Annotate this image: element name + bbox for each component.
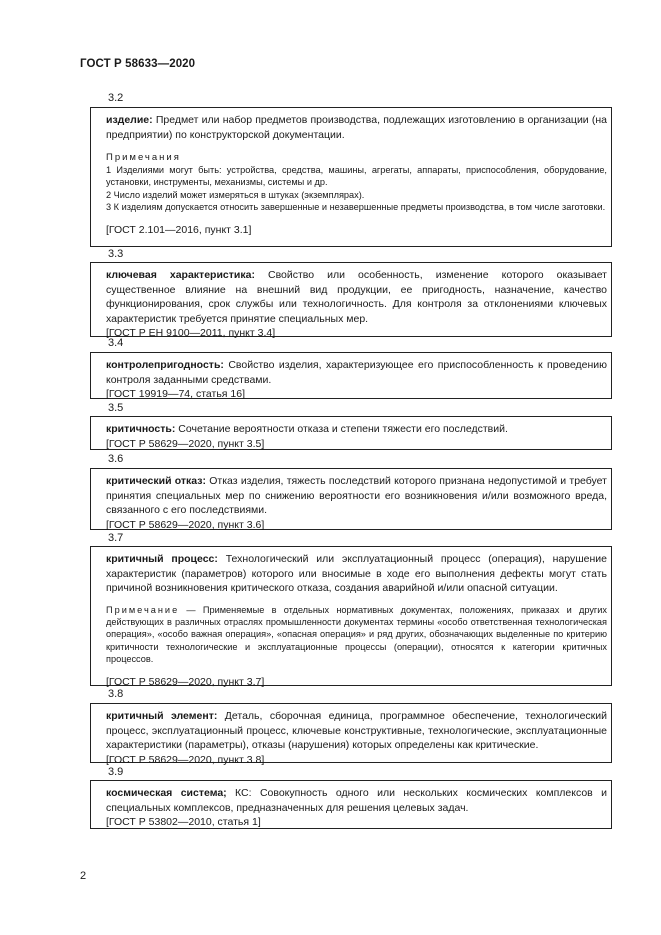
term-reference: [ГОСТ Р 53802—2010, статья 1] [106,816,261,828]
entry-number: 3.4 [108,337,124,349]
note-item: 3 К изделиям допускается относить завершенные и незавершенные предметы производства, в том числе заготовки. [106,202,606,213]
definition-paragraph [106,422,607,437]
term-definition: Технологический или эксплуатационный процесс (операция), нарушение характеристик (параметров) которого или вносимые в ходе его выполнения дефекты могут стать причиной возникновения критического отказа, создания аварийной и/или опасной ситуации. [106,553,608,594]
term-definition: Предмет или набор предметов производства, подлежащих изготовлению в организации (на предприятии) по конструкторской документации. [106,114,607,141]
term-definition: КС: Совокупность одного или нескольких космических комплексов и специальных комплексов, предназначенных для решения целевых задач. [106,787,608,814]
term-reference: [ГОСТ Р 58629—2020, пункт 3.7] [106,675,265,688]
document-header: ГОСТ Р 58633—2020 [80,58,196,70]
term-reference: [ГОСТ Р 58629—2020, пункт 3.8] [106,753,265,766]
entry-number: 3.8 [108,688,124,700]
note-text: — Применяемые в отдельных нормативных документах, положениях, приказах и других действующих в различных отраслях промышленности документах термины «особо ответственная технологическая операция», «особо важная операция», «опасная операция» и ряд других, обозначающих выделенные по критерию критичности технологические и эксплуатационные процессы (операции), относятся к категории критичных процессов. [106,604,607,665]
term-name: критический отказ: [106,475,206,487]
term-entry-box [90,703,612,766]
entry-number: 3.6 [108,453,124,465]
term-entry-box [90,468,612,530]
note-item: 2 Число изделий может измеряться в штуках (экземплярах). [106,189,365,200]
entry-number: 3.2 [108,92,124,104]
term-name: ключевая характеристика: [106,269,255,281]
term-name: критичность: [106,423,176,435]
term-name: космическая система; [106,787,227,799]
note-label: Примечание [106,604,180,615]
term-definition: Деталь, сборочная единица, программное обеспечение, технологический процесс, эксплуатационный процесс, ключевые конструктивные, технологические, эксплуатационные характеристики (параметры), отказы (нарушения) которых определены как критические. [106,710,607,751]
term-definition: Отказ изделия, тяжесть последствий которого признана недопустимой и требует принятия специальных мер по снижению вероятности его возникновения и/или возможного вреда, связанного с его последствиями. [106,475,607,516]
term-name: критичный процесс: [106,553,218,565]
notes-list [106,164,607,214]
definition-paragraph [106,709,607,753]
term-entry-box [90,352,612,399]
term-definition: Свойство изделия, характеризующее его приспособленность к проведению контроля заданными средствами. [106,359,607,386]
term-reference: [ГОСТ Р ЕН 9100—2011, пункт 3.4] [106,327,276,339]
definition-paragraph [106,268,607,326]
term-name: контролепригодность: [106,359,224,371]
note-block [106,604,607,666]
definition-paragraph [106,113,607,142]
term-entry-box [90,546,612,686]
definition-paragraph [106,786,607,815]
note-item: 1 Изделиями могут быть: устройства, средства, машины, агрегаты, аппараты, приспособления, оборудование, установки, инструменты, механизмы, системы и др. [106,165,607,188]
term-definition: Сочетание вероятности отказа и степени тяжести его последствий. [175,423,508,435]
term-entry-box [90,107,612,247]
notes-title: Примечания [106,152,181,163]
page-number: 2 [80,870,87,882]
note-item [106,604,607,666]
term-definition: Свойство или особенность, изменение которого оказывает существенное влияние на внешний вид продукции, ее пригодность, назначение, качество функционирования, срок службы или технологичность. Для контроля за отклонениями ключевых характеристик требуется принятие специальных мер. [106,269,607,325]
term-reference: [ГОСТ Р 58629—2020, пункт 3.5] [106,437,265,450]
entry-number: 3.3 [108,248,124,260]
term-name: изделие: [106,114,153,126]
term-reference: [ГОСТ Р 58629—2020, пункт 3.6] [106,518,265,531]
term-name: критичный элемент: [106,710,218,722]
term-entry-box [90,416,612,450]
definition-paragraph [106,474,607,518]
entry-number: 3.9 [108,766,124,778]
entry-number: 3.7 [108,532,124,544]
term-reference: [ГОСТ 19919—74, статья 16] [106,388,245,400]
term-reference: [ГОСТ 2.101—2016, пункт 3.1] [106,223,252,236]
definition-paragraph [106,552,607,596]
entry-number: 3.5 [108,402,124,414]
definition-paragraph [106,358,607,387]
term-entry-box [90,262,612,337]
term-entry-box [90,780,612,829]
